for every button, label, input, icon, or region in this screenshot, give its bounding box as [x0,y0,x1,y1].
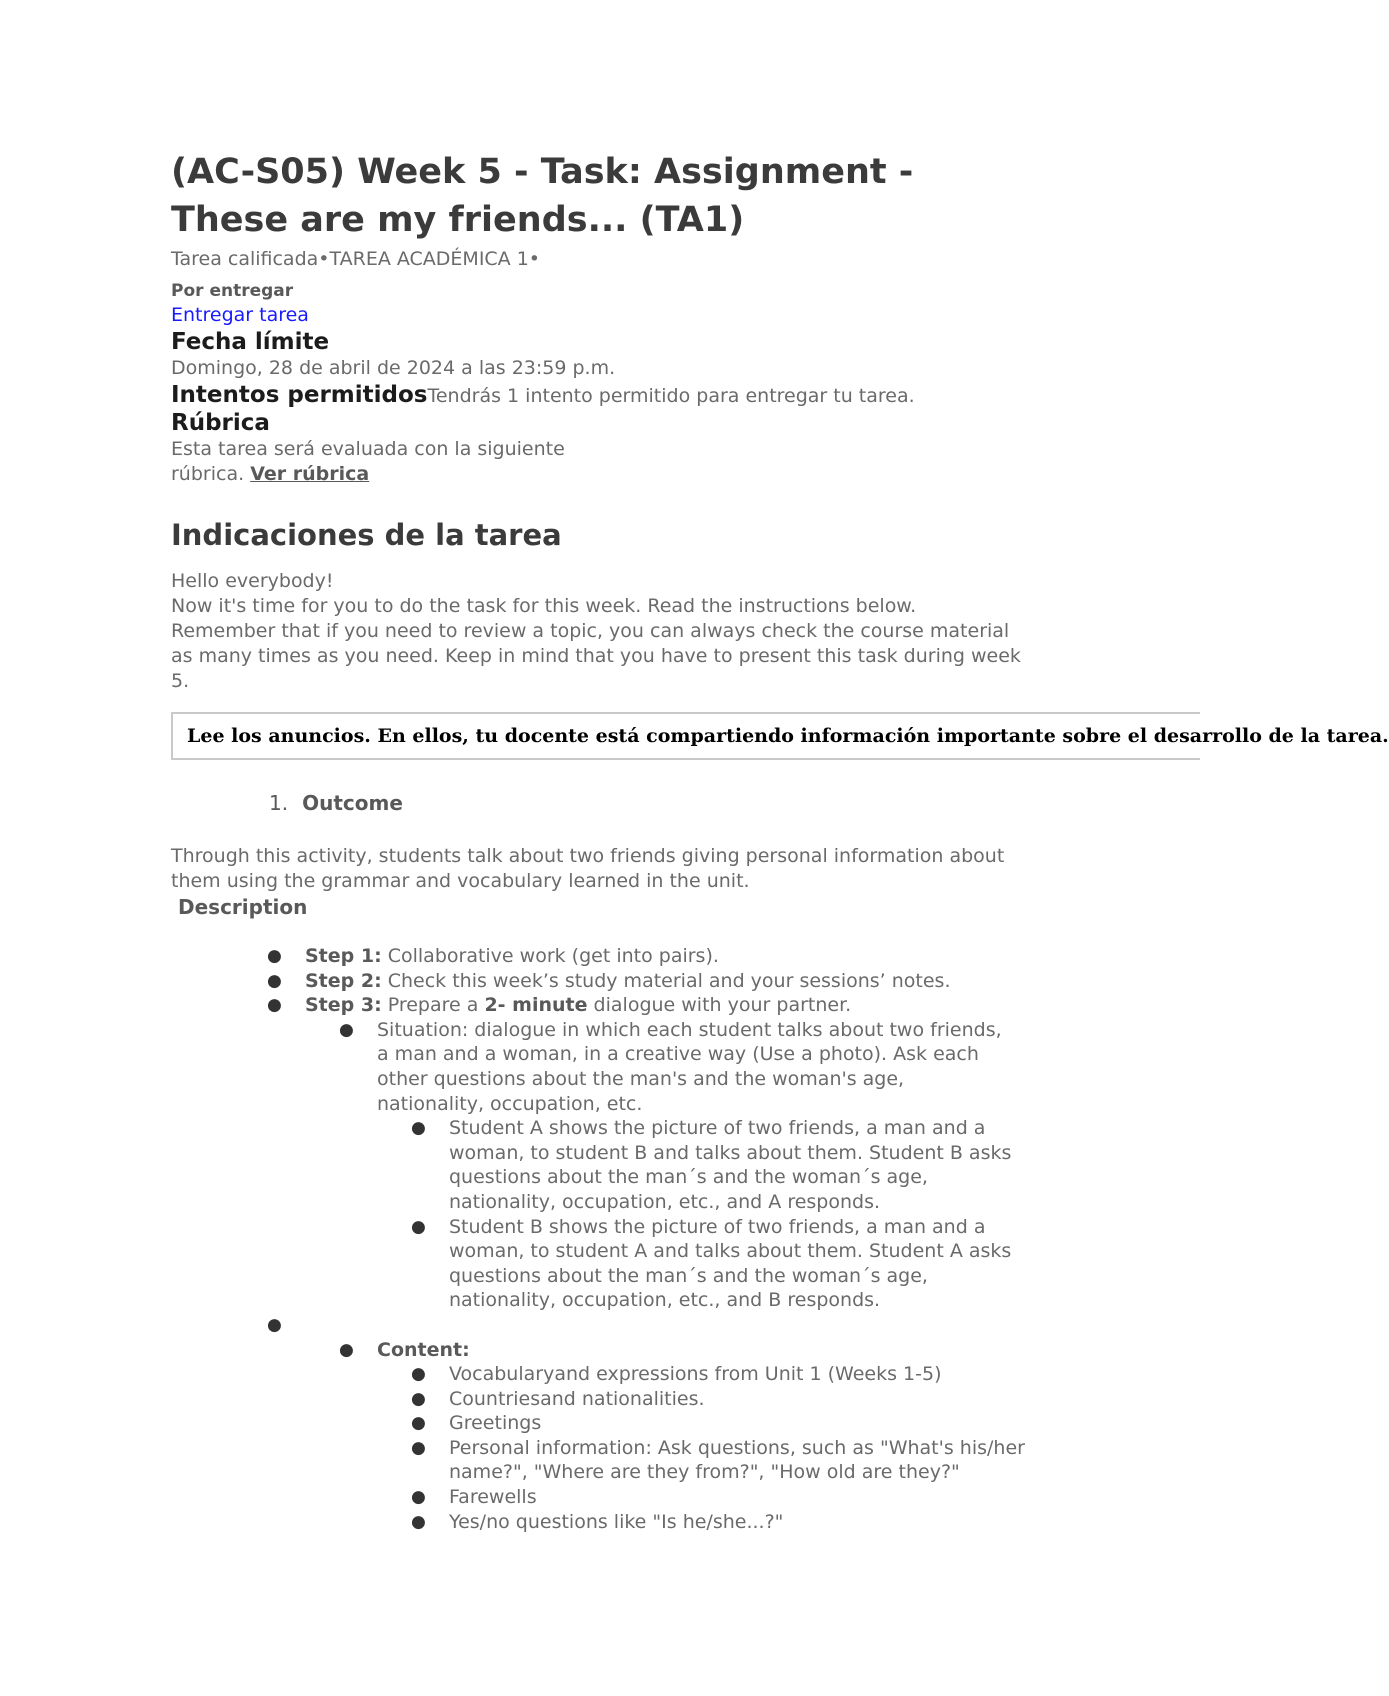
bullet-icon: ● [267,970,282,991]
announcement-notice [171,712,1389,760]
content-list [305,1338,1025,1535]
assignment-page [171,148,1389,1534]
step-emphasis: 2- minute [484,994,588,1017]
submit-assignment-link[interactable]: Entregar tarea [171,304,309,326]
bullet-icon: ● [267,995,282,1016]
view-rubric-link[interactable]: Ver rúbrica [250,463,370,485]
student-b-text: Student B shows the picture of two friends, a man and a woman, to student A and talks about them. Student A asks questions about the man´s and the woman´s age, nationality, occupation, etc., and B responds. [449,1215,1012,1312]
rubric-label: Rúbrica [171,410,270,436]
rubric-description [171,437,641,487]
list-item [171,993,1025,1313]
bullet-icon: ● [339,1339,354,1360]
content-item: Farewells [449,1486,537,1509]
bullet-icon: ● [411,1487,426,1508]
instructions-heading: Indicaciones de la tarea [171,518,562,552]
outcome-text: Through this activity, students talk about two friends giving personal information about them using the grammar and vocabulary learned in the unit. [171,845,1005,892]
steps-list [171,944,1200,1534]
list-item [171,969,1025,994]
intro-text: Now it's time for you to do the task for this week. Read the instructions below. Remember that if you need to review a topic, you can always check the course material as many times as you need. Keep in mind that you have to present this task during week 5. [171,595,1021,692]
bullet-icon: ● [411,1364,426,1385]
step-label: Step 3: [305,994,382,1017]
outcome-label: Outcome [302,791,403,815]
description-label: Description [178,895,308,919]
list-item [171,1215,1029,1313]
content-item: Countriesand nationalities. [449,1387,705,1410]
situation-text: Situation: dialogue in which each student talks about two friends, a man and a woman, in a creative way (Use a photo). Ask each other questions about the man's and the woman's age, nationality, occupation, etc. [377,1018,1002,1115]
step-label: Step 1: [305,945,382,967]
attempts-row [171,381,1200,409]
outcome-number: 1. [269,791,289,815]
student-roles-list [377,1116,1012,1313]
content-items-list [377,1362,1025,1534]
bullet-icon: ● [411,1413,426,1434]
bullet-icon: ● [267,946,282,966]
content-item: Vocabularyand expressions from Unit 1 (Weeks 1-5) [449,1363,942,1386]
greeting-text: Hello everybody! [171,570,334,592]
bullet-icon: ● [411,1388,426,1409]
list-item [171,1485,1029,1510]
outcome-heading [171,790,1200,816]
deadline-label: Fecha límite [171,329,330,355]
content-item: Yes/no questions like "Is he/she...?" [449,1510,784,1533]
list-item [171,1313,1025,1534]
list-item [171,1436,1029,1485]
bullet-icon: ● [267,1314,282,1335]
status-label: Por entregar [171,281,294,301]
bullet-icon: ● [411,1511,426,1532]
list-item [171,1362,1029,1387]
list-item [171,1018,1012,1313]
assignment-meta: Tarea calificada•TAREA ACADÉMICA 1• [171,248,541,270]
list-item [171,1338,1025,1535]
step-text: Check this week’s study material and your sessions’ notes. [381,969,951,992]
list-item [171,1510,1029,1535]
step-text-after: dialogue with your partner. [587,994,852,1017]
list-item [171,944,1025,969]
notice-text: Lee los anuncios. En ellos, tu docente está compartiendo información importante sobre el desarrollo de la tarea. [187,725,1389,747]
instructions-intro [171,569,1021,694]
step-text: Collaborative work (get into pairs). [381,945,719,967]
content-item: Personal information: Ask questions, such as "What's his/her name?", "Where are they from?", "How old are they?" [449,1436,1025,1484]
list-item [171,1411,1029,1436]
attempts-value: Tendrás 1 intento permitido para entregar tu tarea. [427,385,915,407]
bullet-icon: ● [411,1216,426,1237]
student-a-text: Student A shows the picture of two friends, a man and a woman, to student B and talks about them. Student B asks questions about the man´s and the woman´s age, nationality, occupation, etc., and A responds. [449,1117,1012,1213]
page-title: (AC-S05) Week 5 - Task: Assignment - These are my friends... (TA1) [171,152,914,240]
empty-line [305,1313,1025,1338]
content-label: Content: [377,1338,470,1361]
content-item: Greetings [449,1412,542,1435]
step-label: Step 2: [305,969,382,992]
bullet-icon: ● [339,1019,354,1040]
situation-list [305,1018,1025,1313]
list-item [171,1116,1029,1214]
rubric-text: Esta tarea será evaluada con la siguiente rúbrica. [171,438,565,485]
list-item [171,1387,1029,1412]
step-text: Prepare a [381,994,485,1017]
attempts-label: Intentos permitidos [171,382,428,408]
bullet-icon: ● [411,1118,426,1139]
bullet-icon: ● [411,1437,426,1458]
deadline-value: Domingo, 28 de abril de 2024 a las 23:59 p.m. [171,357,616,379]
